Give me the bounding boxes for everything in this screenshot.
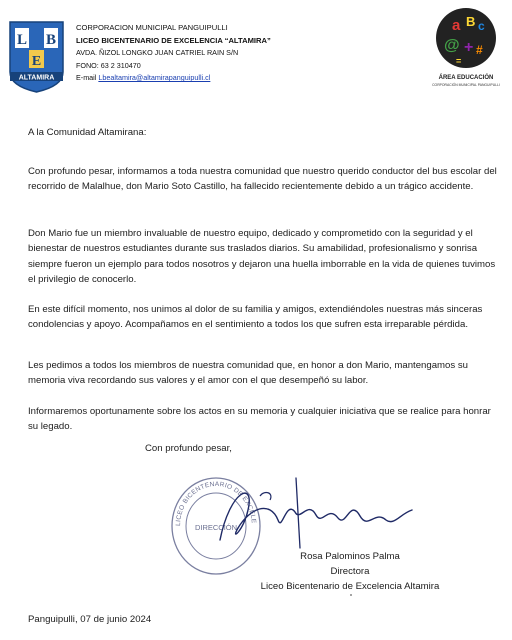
school-logo	[8, 20, 65, 94]
letter-date: Panguipulli, 07 de junio 2024	[28, 614, 152, 625]
svg-text:=: =	[456, 56, 462, 66]
education-logo-icon	[432, 2, 500, 74]
paragraph-2: Don Mario fue un miembro invaluable de nuestro equipo, dedicado y comprometido con la seguridad y el bienestar de nuestros estudiantes durante sus traslados diarios. Su amabilidad, profesionalismo y sonrisa siempre fueron un ejemplo para todos nosotros y dejaron una huella imborrable en la vida de quienes tuvimos el privilegio de conocerlo.	[28, 228, 496, 286]
paragraph-5: Informaremos oportunamente sobre los actos en su memoria y cualquier iniciativa que se realice para honrar su legado.	[28, 406, 491, 433]
education-logo-title: ÁREA EDUCACIÓN	[438, 75, 494, 81]
salutation: A la Comunidad Altamirana:	[28, 127, 147, 138]
address: AVDA. ÑIZOL LONGKO JUAN CATRIEL RAIN S/N	[76, 48, 239, 57]
signature-icon	[200, 470, 420, 550]
svg-text:a: a	[452, 17, 461, 34]
org-name: CORPORACION MUNICIPAL PANGUIPULLI	[76, 23, 228, 32]
email-line	[76, 72, 376, 85]
svg-text:@: @	[444, 37, 460, 54]
closing-line: Con profundo pesar,	[145, 443, 232, 454]
logo-letter-l: L	[16, 32, 28, 48]
signatory-name: Rosa Palominos Palma	[300, 551, 400, 562]
svg-text:+: +	[464, 39, 474, 56]
school-shield-icon	[8, 20, 65, 94]
signatory-title: Directora	[330, 566, 370, 577]
paragraph-3: En este difícil momento, nos unimos al dolor de su familia y amigos, extendiéndoles nuestras más sinceras condolencias y apoyo. Acompañamos en el sentimiento a todos los que sufren esta irreparable pérdida.	[28, 304, 483, 331]
paragraph-1: Con profundo pesar, informamos a toda nuestra comunidad que nuestro querido conductor del bus escolar del recorrido de Malalhue, don Mario Soto Castillo, ha fallecido recientemente debido a un trágico accidente.	[28, 166, 497, 193]
signatory-block	[250, 549, 450, 594]
stamp-center-text: DIRECCIÓN	[194, 523, 238, 532]
paragraph-4: Les pedimos a todos los miembros de nuestra comunidad que, en honor a don Mario, mantengamos su memoria viva recordando sus valores y el amor con el que desempeñó su labor.	[28, 360, 468, 387]
ink-dot	[350, 594, 352, 596]
logo-letter-e: E	[31, 54, 42, 69]
stamp-ring-text: LICEO BICENTENARIO DE EXCELE	[174, 480, 257, 527]
signatory-institution: Liceo Bicentenario de Excelencia Altamira	[260, 581, 440, 592]
logo-letter-b: B	[45, 32, 57, 48]
logo-name: ALTAMIRA	[18, 74, 55, 82]
svg-text:B: B	[466, 14, 476, 29]
email-link[interactable]: Lbealtamira@altamirapanguipulli.cl	[98, 73, 211, 82]
svg-text:c: c	[478, 19, 485, 33]
email-label: E-mail	[76, 73, 97, 82]
school-name: LICEO BICENTENARIO DE EXCELENCIA “ALTAMIRA”	[76, 35, 271, 45]
svg-text:#: #	[476, 43, 483, 57]
letterhead	[76, 22, 376, 85]
handwritten-signature	[200, 470, 420, 550]
education-area-logo	[432, 2, 500, 100]
phone: FONO: 63 2 310470	[76, 60, 141, 70]
education-logo-subtitle: CORPORACIÓN MUNICIPAL PANGUIPULLI	[432, 83, 500, 87]
